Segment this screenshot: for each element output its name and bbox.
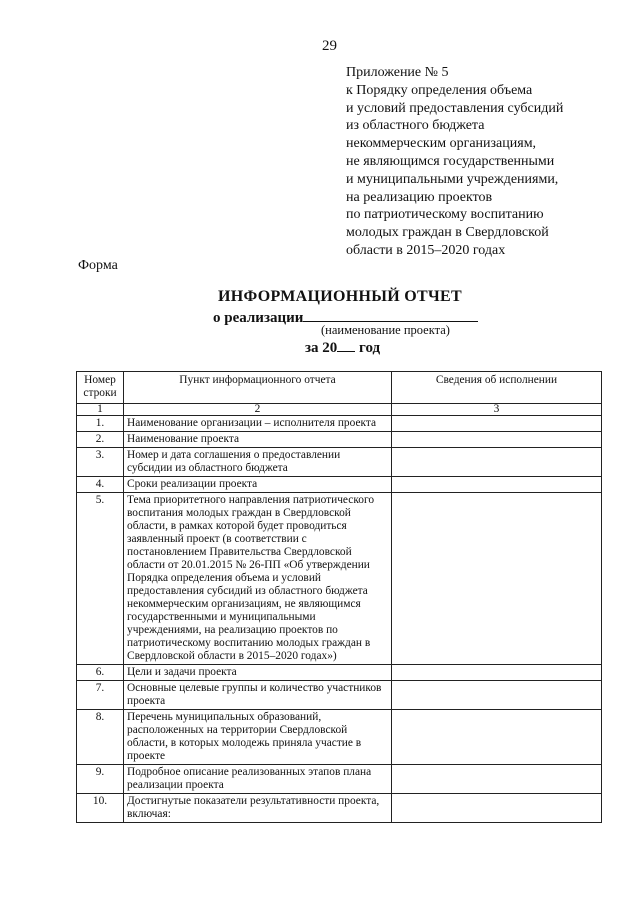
- table-row: [77, 794, 602, 823]
- column-number: 3: [392, 404, 602, 416]
- table-header-row: [77, 372, 602, 404]
- table-row: [77, 665, 602, 681]
- page-number: 29: [322, 38, 337, 54]
- row-number: 8.: [77, 710, 124, 765]
- row-number: 9.: [77, 765, 124, 794]
- appendix-line: к Порядку определения объема: [346, 82, 533, 98]
- table-row: [77, 416, 602, 432]
- row-item: Перечень муниципальных образований, расположенных на территории Свердловской области, в которых молодежь приняла участие в проекте: [124, 710, 392, 765]
- row-info[interactable]: [392, 432, 602, 448]
- appendix-line: из областного бюджета: [346, 118, 485, 134]
- document-title: ИНФОРМАЦИОННЫЙ ОТЧЕТ: [218, 288, 462, 305]
- table-row: [77, 765, 602, 794]
- row-item: Наименование проекта: [124, 432, 392, 448]
- row-item: Номер и дата соглашения о предоставлении субсидии из областного бюджета: [124, 448, 392, 477]
- project-name-blank: [303, 308, 478, 322]
- appendix-line: не являющимся государственными: [346, 153, 555, 169]
- year-prefix: за 20: [305, 340, 338, 356]
- report-table: [76, 371, 602, 823]
- row-number: 5.: [77, 493, 124, 665]
- row-number: 7.: [77, 681, 124, 710]
- table-row: [77, 681, 602, 710]
- year-suffix: год: [359, 340, 381, 356]
- appendix-line: области в 2015–2020 годах: [346, 242, 506, 258]
- subtitle-prefix: о реализации: [213, 310, 304, 326]
- row-info[interactable]: [392, 416, 602, 432]
- row-item: Тема приоритетного направления патриотического воспитания молодых граждан в Свердловской области, в рамках которой будет проводиться заявленный проект (в соответствии с постановлением Правительства Свердловской области от 20.01.2015 № 26-ПП «Об утверждении Порядка определения объема и условий предоставления субсидий из областного бюджета некоммерческим организациям, не являющимся государственными и муниципальными учреждениями, на реализацию проектов по патриотическому воспитанию молодых граждан в Свердловской области в 2015–2020 годах»): [124, 493, 392, 665]
- row-info[interactable]: [392, 493, 602, 665]
- appendix-line: на реализацию проектов: [346, 189, 493, 205]
- row-info[interactable]: [392, 710, 602, 765]
- appendix-line: и условий предоставления субсидий: [346, 100, 564, 116]
- header-row-number: Номер строки: [77, 372, 124, 404]
- appendix-header: [346, 64, 563, 260]
- row-item: Наименование организации – исполнителя проекта: [124, 416, 392, 432]
- appendix-line: некоммерческим организациям,: [346, 136, 537, 152]
- row-item: Основные целевые группы и количество участников проекта: [124, 681, 392, 710]
- form-label: Форма: [78, 258, 118, 273]
- table-row: [77, 477, 602, 493]
- row-item: Цели и задачи проекта: [124, 665, 392, 681]
- row-number: 6.: [77, 665, 124, 681]
- appendix-line: молодых граждан в Свердловской: [346, 225, 549, 241]
- column-number: 2: [124, 404, 392, 416]
- row-info[interactable]: [392, 681, 602, 710]
- table-row: [77, 432, 602, 448]
- row-number: 3.: [77, 448, 124, 477]
- table-row: [77, 493, 602, 665]
- table-row: [77, 710, 602, 765]
- row-info[interactable]: [392, 765, 602, 794]
- row-info[interactable]: [392, 477, 602, 493]
- header-execution-info: Сведения об исполнении: [392, 372, 602, 404]
- row-number: 2.: [77, 432, 124, 448]
- row-item: Достигнутые показатели результативности проекта, включая:: [124, 794, 392, 823]
- row-number: 10.: [77, 794, 124, 823]
- appendix-line: и муниципальными учреждениями,: [346, 171, 559, 187]
- row-number: 1.: [77, 416, 124, 432]
- header-report-item: Пункт информационного отчета: [124, 372, 392, 404]
- row-info[interactable]: [392, 448, 602, 477]
- column-number-row: [77, 404, 602, 416]
- appendix-line: Приложение № 5: [346, 65, 449, 80]
- year-blank: [337, 339, 355, 352]
- project-name-caption: (наименование проекта): [321, 323, 450, 337]
- table-row: [77, 448, 602, 477]
- row-item: Подробное описание реализованных этапов плана реализации проекта: [124, 765, 392, 794]
- column-number: 1: [77, 404, 124, 416]
- row-info[interactable]: [392, 794, 602, 823]
- row-item: Сроки реализации проекта: [124, 477, 392, 493]
- appendix-line: по патриотическому воспитанию: [346, 207, 544, 223]
- row-info[interactable]: [392, 665, 602, 681]
- row-number: 4.: [77, 477, 124, 493]
- report-year: [305, 339, 380, 357]
